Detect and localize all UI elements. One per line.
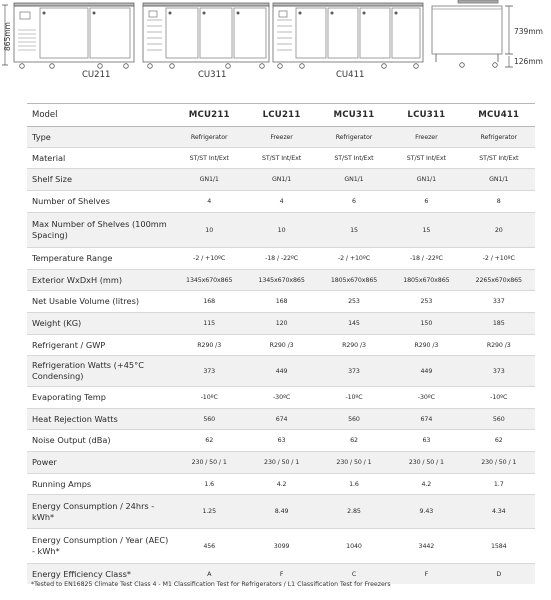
table-cell: -30ºC — [417, 394, 435, 401]
table-cell: 168 — [275, 298, 288, 305]
table-cell: 6 — [424, 198, 429, 205]
table-cell: 120 — [275, 320, 288, 327]
table-cell: -18 / -22ºC — [265, 255, 299, 262]
table-cell: 4.2 — [421, 480, 432, 488]
table-cell: 1.7 — [493, 480, 504, 488]
table-cell: 9.43 — [419, 508, 434, 515]
table-cell: 2.85 — [347, 508, 361, 515]
model-header: MCU311 — [333, 110, 375, 120]
table-cell: -2 / +10ºC — [193, 255, 226, 262]
table-cell: 3099 — [273, 542, 290, 550]
table-row — [27, 429, 535, 451]
table-cell: 449 — [275, 367, 288, 375]
table-cell: 560 — [203, 415, 216, 423]
table-cell: 145 — [348, 320, 360, 327]
table-cell: 373 — [348, 367, 360, 375]
table-cell: 1345x670x865 — [186, 276, 233, 284]
footnote: *Tested to EN16825 Climate Test Class 4 - M1 Classification Test for Refrigerators / L1 Classification Test for Freezers — [31, 581, 391, 588]
table-row — [27, 473, 535, 494]
drawing-label-cu411: CU411 — [336, 70, 365, 80]
model-header: LCU211 — [262, 110, 301, 120]
row-label: Max Number of Shelves (100mm Spacing) — [32, 219, 167, 240]
table-cell: Freezer — [415, 133, 438, 141]
table-cell: 373 — [492, 367, 505, 375]
table-cell: C — [351, 570, 357, 578]
table-cell: F — [279, 570, 284, 578]
table-cell: 62 — [494, 437, 503, 444]
row-label: Material — [32, 152, 66, 163]
row-label: Number of Shelves — [32, 196, 110, 206]
table-row — [27, 190, 535, 212]
table-cell: Freezer — [270, 133, 293, 141]
table-cell: 4.34 — [491, 508, 506, 515]
model-header: MCU211 — [188, 110, 230, 120]
table-row — [27, 451, 535, 473]
table-cell: R290 /3 — [197, 341, 222, 349]
table-cell: -10ºC — [345, 394, 363, 401]
table-cell: 230 / 50 / 1 — [408, 459, 444, 466]
table-row — [27, 247, 535, 269]
table-cell: 63 — [277, 437, 286, 444]
table-row — [27, 126, 535, 147]
table-cell: 62 — [350, 437, 358, 444]
row-label: Power — [32, 457, 57, 467]
table-cell: 674 — [420, 415, 433, 423]
table-cell: -18 / -22ºC — [409, 255, 443, 262]
table-cell: -30ºC — [273, 394, 291, 401]
table-cell: ST/ST Int/Ext — [479, 154, 519, 162]
table-cell: ST/ST Int/Ext — [189, 154, 229, 162]
table-cell: R290 /3 — [486, 341, 511, 349]
table-cell: GN1/1 — [344, 176, 364, 183]
table-cell: Refrigerator — [480, 133, 518, 141]
table-cell: -10ºC — [200, 394, 218, 401]
table-row — [27, 312, 535, 334]
table-cell: 3442 — [418, 542, 435, 550]
table-row — [27, 408, 535, 429]
row-label: Energy Efficiency Class* — [32, 568, 131, 579]
table-cell: ST/ST Int/Ext — [334, 154, 374, 162]
table-cell: 10 — [205, 226, 214, 234]
table-row — [27, 290, 535, 312]
table-body — [27, 126, 535, 584]
table-cell: 4.2 — [276, 480, 287, 488]
table-cell: 62 — [205, 437, 214, 444]
table-cell: 150 — [420, 320, 433, 327]
table-cell: 20 — [494, 226, 503, 234]
table-cell: 8 — [496, 198, 501, 205]
table-cell: R290 /3 — [342, 341, 366, 349]
table-row — [27, 269, 535, 290]
cu411-drawing — [273, 3, 423, 68]
table-cell: 560 — [492, 415, 505, 423]
table-row — [27, 147, 535, 168]
drawing-label-cu311: CU311 — [198, 70, 227, 80]
table-row — [27, 212, 535, 247]
table-cell: 1.6 — [349, 480, 359, 488]
table-cell: 168 — [203, 298, 216, 305]
side-elevation-drawing — [432, 0, 513, 67]
cu311-drawing — [143, 3, 269, 68]
row-label: Weight (KG) — [32, 318, 82, 328]
row-label: Running Amps — [32, 478, 92, 489]
table-cell: 449 — [420, 367, 433, 375]
cu211-drawing — [2, 3, 134, 68]
table-cell: 15 — [422, 226, 431, 234]
row-label: Net Usable Volume (litres) — [32, 296, 140, 306]
table-row — [27, 355, 535, 386]
row-label: Temperature Range — [32, 253, 113, 263]
table-cell: -10ºC — [490, 394, 508, 401]
model-header: LCU311 — [407, 110, 446, 120]
table-cell: 1.6 — [204, 480, 215, 488]
table-cell: 674 — [275, 415, 288, 423]
table-cell: 1805x670x865 — [403, 276, 450, 284]
table-cell: R290 /3 — [414, 341, 439, 349]
table-cell: 10 — [277, 226, 286, 234]
table-cell: ST/ST Int/Ext — [406, 154, 446, 162]
row-label: Shelf Size — [32, 174, 72, 184]
table-row — [27, 494, 535, 528]
row-label: Heat Rejection Watts — [32, 413, 118, 424]
dimension-side-bottom-label: 126mm — [514, 57, 543, 66]
table-cell: GN1/1 — [271, 176, 292, 183]
row-label: Energy Consumption / Year (AEC) - kWh* — [32, 535, 169, 556]
table-cell: 1584 — [490, 542, 507, 550]
table-cell: 230 / 50 / 1 — [191, 459, 227, 466]
row-label: Exterior WxDxH (mm) — [32, 274, 123, 285]
row-label: Energy Consumption / 24hrs - kWh* — [32, 500, 155, 522]
dimension-height-label: 865mm — [2, 22, 12, 51]
row-label: Refrigerant / GWP — [32, 339, 106, 350]
table-cell: ST/ST Int/Ext — [262, 154, 302, 162]
spec-table — [27, 103, 535, 584]
product-drawings — [0, 0, 551, 92]
table-row — [27, 528, 535, 563]
row-label: Refrigeration Watts (+45°C Condensing) — [32, 360, 144, 381]
drawing-label-cu211: CU211 — [82, 70, 111, 80]
table-header-row — [27, 103, 535, 126]
table-cell: GN1/1 — [199, 176, 219, 183]
table-cell: Refrigerator — [335, 133, 373, 141]
table-cell: 230 / 50 / 1 — [264, 459, 300, 466]
table-row — [27, 168, 535, 190]
table-row — [27, 334, 535, 355]
table-cell: Refrigerator — [190, 133, 228, 141]
table-cell: 337 — [492, 298, 505, 305]
table-cell: 1040 — [346, 542, 362, 550]
header-label: Model — [32, 109, 58, 120]
table-cell: GN1/1 — [416, 176, 436, 183]
row-label: Evaporating Temp — [32, 392, 106, 402]
table-cell: 8.49 — [274, 508, 289, 515]
dimension-side-top-label: 739mm — [514, 27, 543, 36]
table-cell: 63 — [422, 437, 431, 444]
table-cell: 253 — [348, 298, 360, 305]
table-cell: F — [424, 570, 429, 578]
table-cell: R290 /3 — [269, 341, 294, 349]
table-cell: 560 — [348, 415, 360, 423]
table-cell: 1345x670x865 — [258, 276, 305, 284]
table-cell: 456 — [203, 542, 216, 550]
table-cell: 230 / 50 / 1 — [336, 459, 372, 466]
table-cell: 373 — [203, 367, 216, 375]
table-row — [27, 386, 535, 408]
table-cell: -2 / +10ºC — [337, 255, 370, 262]
table-cell: 1805x670x865 — [330, 276, 378, 284]
table-cell: 1.25 — [202, 508, 216, 515]
model-header: MCU411 — [478, 110, 520, 120]
table-cell: -2 / +10ºC — [482, 255, 515, 262]
table-cell: 6 — [352, 198, 356, 205]
table-cell: 2265x670x865 — [475, 276, 522, 284]
table-cell: A — [207, 570, 212, 578]
table-cell: D — [496, 570, 502, 578]
row-label: Noise Output (dBa) — [32, 435, 111, 445]
table-cell: GN1/1 — [489, 176, 509, 183]
table-cell: 185 — [492, 320, 505, 327]
table-cell: 4 — [279, 198, 284, 205]
table-cell: 230 / 50 / 1 — [481, 459, 517, 466]
table-cell: 15 — [350, 226, 358, 234]
table-cell: 253 — [420, 298, 433, 305]
row-label: Type — [32, 131, 51, 142]
table-cell: 4 — [207, 198, 212, 205]
table-cell: 115 — [203, 320, 216, 327]
